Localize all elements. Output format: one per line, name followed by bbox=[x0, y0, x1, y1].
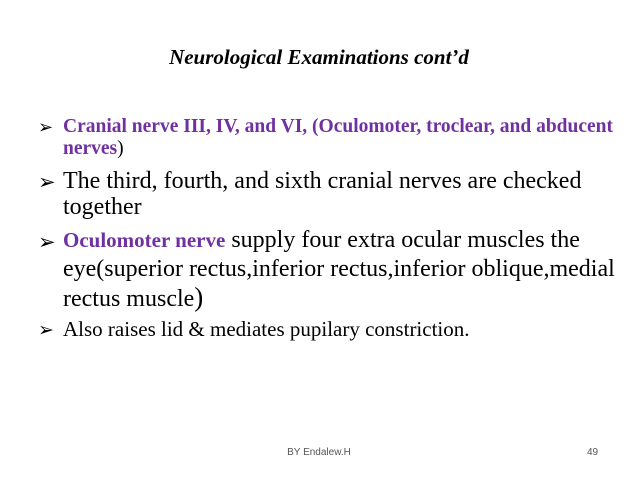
bullet-highlight-oculomoter: Oculomoter nerve bbox=[63, 228, 226, 252]
bullet-text-raises-lid: Also raises lid & mediates pupilary constriction. bbox=[63, 316, 470, 341]
bullet-text-cranial-nerves: Cranial nerve III, IV, and VI, (Oculomoter, troclear, and abducent nerves bbox=[63, 116, 614, 159]
bullet-item bbox=[38, 116, 618, 160]
bullet-text-oculomoter: supply four extra ocular muscles the eye(superior rectus,inferior rectus,inferior oblique,medial rectus muscle bbox=[63, 227, 615, 312]
arrow-bullet-icon: ➢ bbox=[38, 318, 54, 341]
footer-author: BY Endalew.H bbox=[287, 447, 351, 458]
arrow-bullet-icon: ➢ bbox=[38, 117, 54, 138]
bullet-item bbox=[38, 226, 618, 314]
closing-paren: ) bbox=[117, 138, 124, 159]
bullet-text-checked-together: The third, fourth, and sixth cranial nerves are checked together bbox=[63, 168, 582, 220]
arrow-bullet-icon: ➢ bbox=[38, 170, 56, 194]
arrow-bullet-icon: ➢ bbox=[38, 230, 56, 254]
bullet-item bbox=[38, 168, 618, 220]
page-number: 49 bbox=[587, 447, 599, 458]
bullet-list bbox=[38, 116, 618, 342]
bullet-item bbox=[38, 316, 618, 342]
slide-title: Neurological Examinations cont’d bbox=[169, 45, 469, 69]
closing-paren: ) bbox=[194, 282, 204, 312]
